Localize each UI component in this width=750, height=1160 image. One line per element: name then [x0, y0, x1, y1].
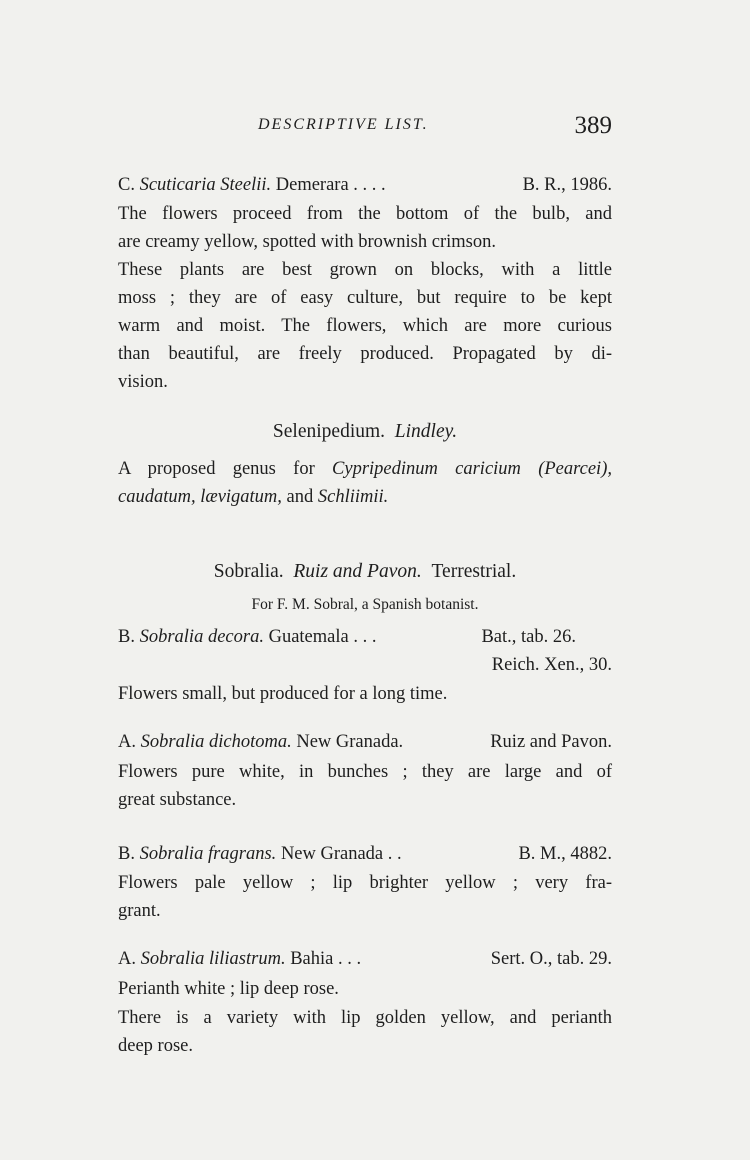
- genus-author: Lindley.: [394, 421, 458, 442]
- grade-letter: B.: [118, 844, 135, 864]
- species-name: Sobralia fragrans.: [139, 844, 277, 864]
- text-span: A proposed genus for: [118, 459, 315, 479]
- genus-heading: [118, 558, 612, 586]
- running-title: DESCRIPTIVE LIST.: [258, 116, 429, 133]
- text-span: and: [286, 487, 314, 507]
- reference: B. M., 4882.: [518, 844, 612, 864]
- etymology-note: For F. M. Sobral, a Spanish botanist.: [251, 596, 479, 613]
- text-line: [118, 455, 612, 483]
- species-name: Cypripedinum caricium: [332, 459, 521, 479]
- text-line: Perianth white ; lip deep rose.: [118, 979, 339, 999]
- entry-citation: [118, 171, 612, 199]
- entry-citation: [118, 840, 612, 868]
- entry-citation: [118, 728, 612, 756]
- genus-name: Selenipedium.: [272, 421, 386, 442]
- entry-citation: [118, 945, 612, 973]
- locality: Bahia . . .: [290, 949, 362, 969]
- genus-heading: [118, 418, 612, 446]
- species-name: Scuticaria Steelii.: [139, 175, 272, 195]
- species-name: Sobralia dichotoma.: [140, 732, 292, 752]
- locality: New Granada . .: [280, 844, 402, 864]
- grade-letter: B.: [118, 627, 135, 647]
- locality: New Granada.: [296, 732, 404, 752]
- reference: Sert. O., tab. 29.: [490, 949, 612, 969]
- locality: Guatemala . . .: [268, 627, 377, 647]
- species-name: caudatum, lævigatum,: [118, 487, 282, 507]
- genus-name: Sobralia.: [213, 561, 284, 582]
- text-line: Flowers pure white, in bunches ; they are large and of: [118, 762, 612, 782]
- locality: Demerara . . . .: [275, 175, 386, 195]
- text-line: The flowers proceed from the bottom of the bulb, and: [118, 204, 612, 224]
- text-line: vision.: [118, 372, 168, 392]
- text-line: warm and moist. The flowers, which are more curious: [118, 316, 612, 336]
- genus-author: Ruiz and Pavon.: [293, 561, 422, 582]
- grade-letter: C.: [118, 175, 135, 195]
- grade-letter: A.: [118, 949, 136, 969]
- entry-citation: [118, 623, 612, 651]
- genus-type: Terrestrial.: [431, 561, 517, 582]
- text-line: [118, 483, 612, 511]
- species-name: (Pearcei),: [538, 459, 612, 479]
- text-line: Flowers small, but produced for a long time.: [118, 684, 448, 704]
- page-header: [118, 112, 612, 148]
- page-number: 389: [574, 112, 612, 139]
- species-name: Schliimii.: [317, 487, 389, 507]
- text-line: Flowers pale yellow ; lip brighter yellow ; very fra-: [118, 873, 612, 893]
- grade-letter: A.: [118, 732, 136, 752]
- text-line: than beautiful, are freely produced. Propagated by di-: [118, 344, 612, 364]
- reference: Ruiz and Pavon.: [490, 732, 612, 752]
- text-line: These plants are best grown on blocks, with a little: [118, 260, 612, 280]
- species-name: Sobralia liliastrum.: [140, 949, 286, 969]
- text-line: grant.: [118, 901, 161, 921]
- text-line: There is a variety with lip golden yellow, and perianth: [118, 1008, 612, 1028]
- text-line: moss ; they are of easy culture, but require to be kept: [118, 288, 612, 308]
- reference: Reich. Xen., 30.: [491, 655, 612, 675]
- reference: B. R., 1986.: [522, 175, 612, 195]
- text-line: are creamy yellow, spotted with brownish crimson.: [118, 232, 496, 252]
- text-line: great substance.: [118, 790, 237, 810]
- reference: Bat., tab. 26.: [481, 627, 576, 647]
- species-name: Sobralia decora.: [139, 627, 264, 647]
- text-line: deep rose.: [118, 1036, 193, 1056]
